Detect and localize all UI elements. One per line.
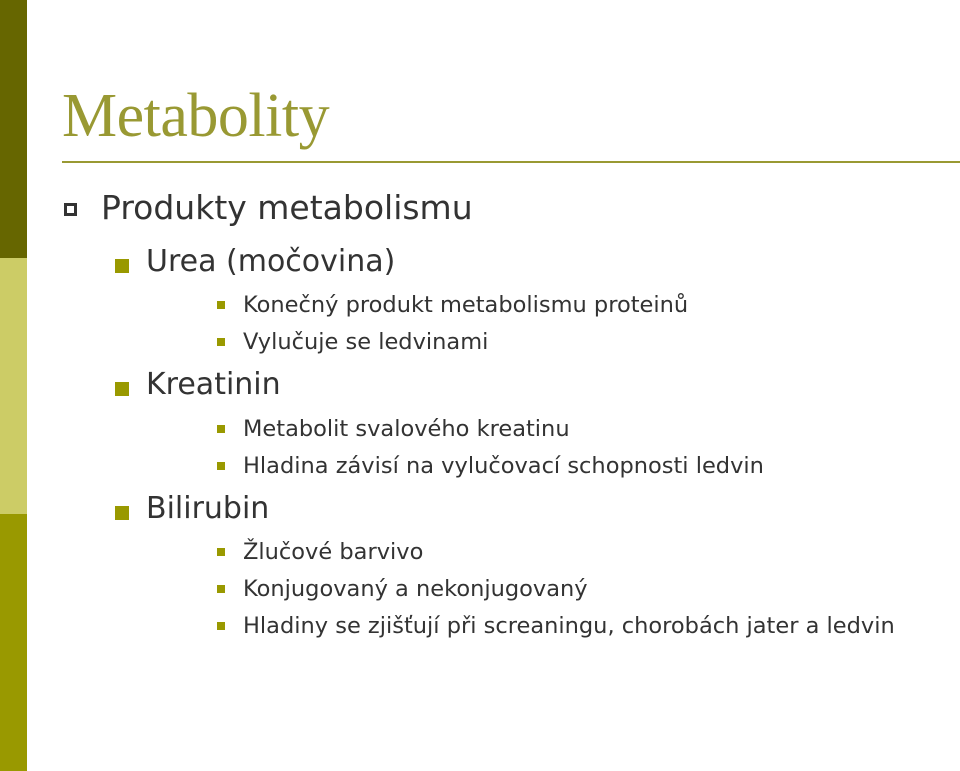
sub-bullet-urea-1: Konečný produkt metabolismu proteinů (243, 292, 689, 318)
slide-title: Metabolity (62, 82, 330, 150)
section-heading: Produkty metabolismu (101, 188, 473, 227)
sub-bullet-bilirubin-1: Žlučové barvivo (243, 539, 424, 565)
small-square-bullet-icon (217, 622, 225, 630)
small-square-bullet-icon (217, 425, 225, 433)
small-square-bullet-icon (217, 462, 225, 470)
sidebar-band-bottom (0, 514, 27, 771)
sub-bullet-bilirubin-3: Hladiny se zjišťují při screaningu, chorobách jater a ledvin (243, 613, 895, 639)
sub-bullet-kreatinin-2: Hladina závisí na vylučovací schopnosti ledvin (243, 453, 764, 479)
hollow-square-bullet-icon (64, 203, 77, 216)
title-divider (62, 161, 960, 163)
sub-bullet-kreatinin-1: Metabolit svalového kreatinu (243, 416, 570, 442)
square-bullet-icon (115, 259, 129, 273)
small-square-bullet-icon (217, 585, 225, 593)
square-bullet-icon (115, 506, 129, 520)
square-bullet-icon (115, 382, 129, 396)
sub-bullet-urea-2: Vylučuje se ledvinami (243, 329, 489, 355)
bullet-bilirubin: Bilirubin (146, 491, 270, 526)
sidebar-band-middle (0, 258, 27, 514)
bullet-urea: Urea (močovina) (146, 244, 396, 279)
small-square-bullet-icon (217, 338, 225, 346)
sidebar-band-top (0, 0, 27, 258)
bullet-kreatinin: Kreatinin (146, 367, 281, 402)
sub-bullet-bilirubin-2: Konjugovaný a nekonjugovaný (243, 576, 588, 602)
small-square-bullet-icon (217, 548, 225, 556)
small-square-bullet-icon (217, 301, 225, 309)
